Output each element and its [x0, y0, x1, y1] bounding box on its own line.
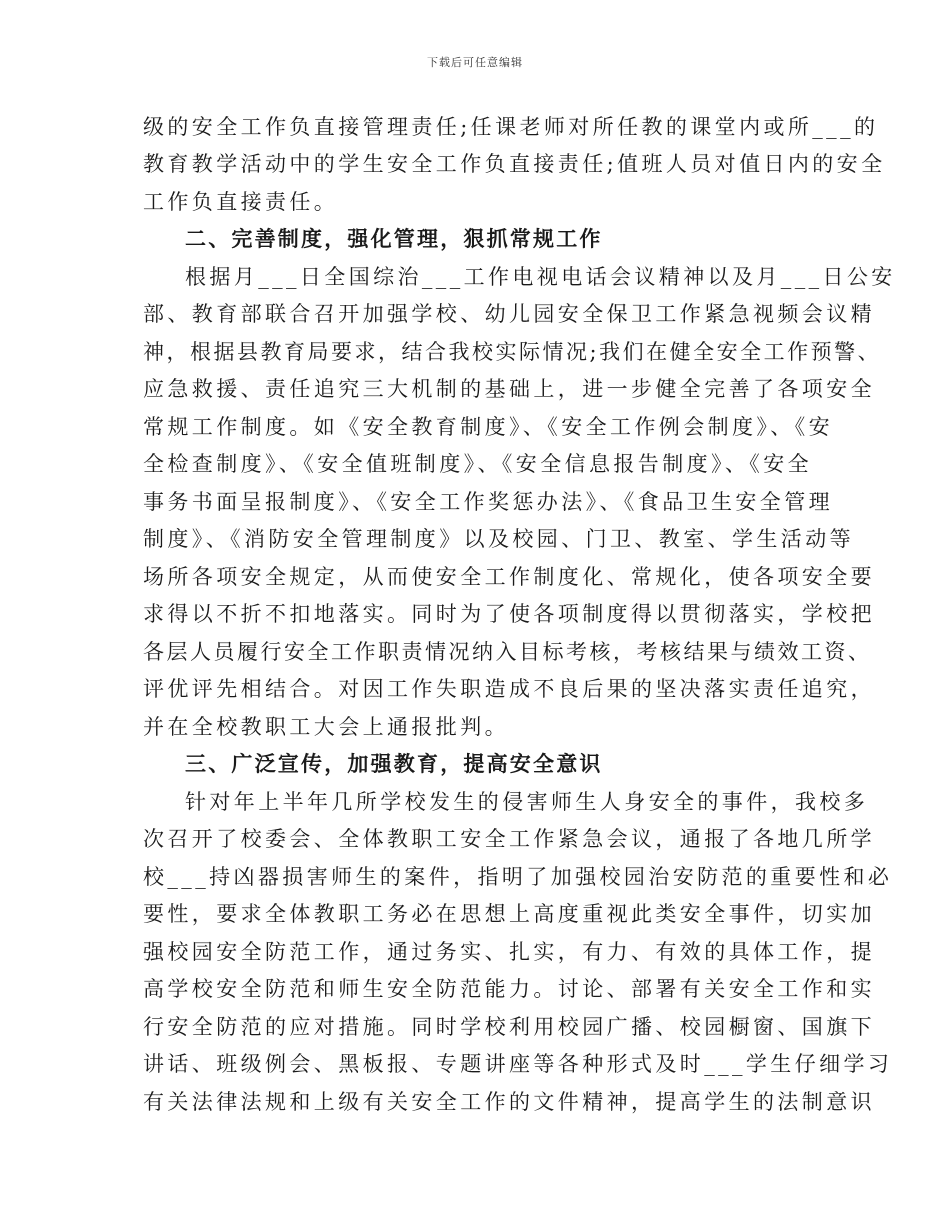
- text-line: 部、教育部联合召开加强学校、幼儿园安全保卫工作紧急视频会议精: [143, 302, 875, 326]
- text-line: 讲话、班级例会、黑板报、专题讲座等各种形式及时___学生仔细学习: [143, 1052, 893, 1076]
- text-line: 要性，要求全体教职工务必在思想上高度重视此类安全事件，切实加: [143, 902, 875, 926]
- text-line: 制度》、《消防安全管理制度》以及校园、门卫、教室、学生活动等: [143, 527, 854, 551]
- text-line: 高学校安全防范和师生安全防范能力。讨论、部署有关安全工作和实: [143, 977, 875, 1001]
- text-line: 有关法律法规和上级有关安全工作的文件精神，提高学生的法制意识: [143, 1090, 875, 1114]
- text-line: 级的安全工作负直接管理责任;任课老师对所任教的课堂内或所___的: [143, 115, 879, 139]
- text-line: 行安全防范的应对措施。同时学校利用校园广播、校园橱窗、国旗下: [143, 1015, 875, 1039]
- section-heading-3: 三、广泛宣传，加强教育，提高安全意识: [185, 751, 603, 776]
- text-line: 常规工作制度。如《安全教育制度》、《安全工作例会制度》、《安: [143, 415, 833, 439]
- text-line: 根据月___日全国综治___工作电视电话会议精神以及月___日公安: [185, 265, 896, 289]
- header-note: 下载后可任意编辑: [427, 56, 523, 69]
- section-heading-2: 二、完善制度，强化管理，狠抓常规工作: [185, 226, 603, 251]
- text-line: 并在全校教职工大会上通报批判。: [143, 715, 509, 739]
- text-line: 场所各项安全规定，从而使安全工作制度化、常规化，使各项安全要: [143, 565, 875, 589]
- text-line: 次召开了校委会、全体教职工安全工作紧急会议，通报了各地几所学: [143, 827, 875, 851]
- text-line: 神，根据县教育局要求，结合我校实际情况;我们在健全安全工作预警、: [143, 340, 882, 364]
- text-line: 各层人员履行安全工作职责情况纳入目标考核，考核结果与绩效工资、: [143, 640, 872, 664]
- text-line: 全检查制度》、《安全值班制度》、《安全信息报告制度》、《安全: [143, 452, 812, 476]
- text-line: 应急救援、责任追究三大机制的基础上，进一步健全完善了各项安全: [143, 377, 875, 401]
- text-line: 校___持凶器损害师生的案件，指明了加强校园治安防范的重要性和必: [143, 865, 893, 889]
- text-line: 求得以不折不扣地落实。同时为了使各项制度得以贯彻落实，学校把: [143, 602, 875, 626]
- text-line: 强校园安全防范工作，通过务实、扎实，有力、有效的具体工作，提: [143, 940, 875, 964]
- text-line: 教育教学活动中的学生安全工作负直接责任;值班人员对值日内的安全: [143, 152, 886, 176]
- text-line: 针对年上半年几所学校发生的侵害师生人身安全的事件，我校多: [185, 790, 869, 814]
- text-line: 事务书面呈报制度》、《安全工作奖惩办法》、《食品卫生安全管理: [143, 490, 833, 514]
- text-line: 评优评先相结合。对因工作失职造成不良后果的坚决落实责任追究，: [143, 677, 875, 701]
- text-line: 工作负直接责任。: [143, 190, 339, 214]
